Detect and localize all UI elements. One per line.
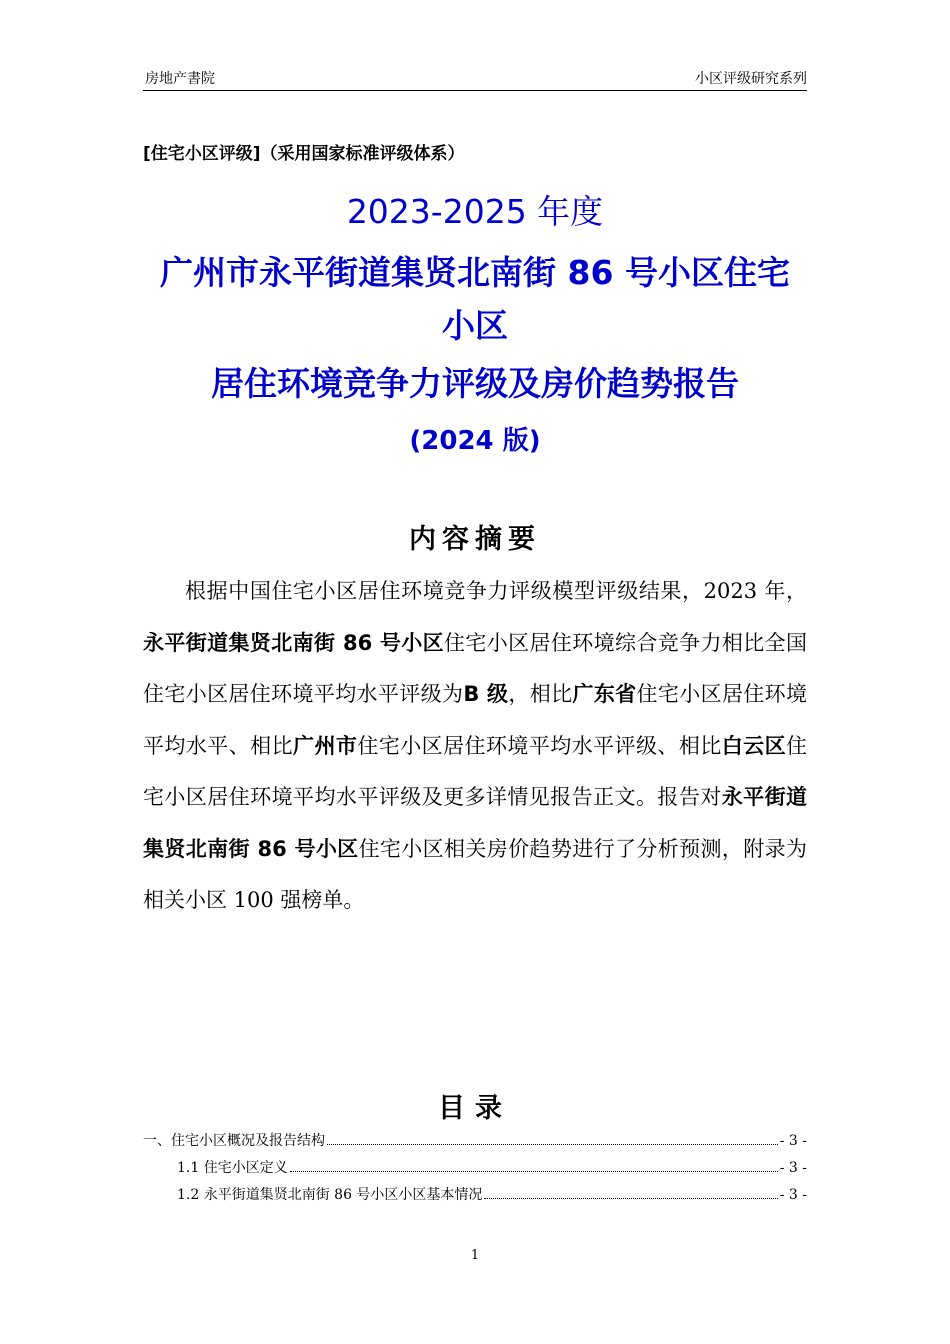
abstract-heading: 内容摘要	[409, 524, 541, 555]
toc-heading: 目录	[438, 1093, 512, 1124]
toc-leader-dots	[290, 1171, 778, 1172]
toc-entry-label: 1.2 永平街道集贤北南街 86 号小区小区基本情况	[177, 1187, 483, 1203]
title-community: 广州市永平街道集贤北南街 86 号小区住宅	[160, 253, 790, 292]
title-community-cont: 小区	[442, 306, 508, 345]
page-header	[143, 64, 807, 91]
abstract-body: 根据中国住宅小区居住环境竞争力评级模型评级结果，2023 年，永平街道集贤北南街 86 号小区住宅小区居住环境综合竞争力相比全国住宅小区居住环境平均水平评级为B 级，相比广东省住宅小区居住环境平均水平、相比广州市住宅小区居住环境平均水平评级、相比白云区住宅小区居住环境平均水平评级及更多详情见报告正文。报告对永平街道集贤北南街 86 号小区住宅小区相关房价趋势进行了分析预测，附录为相关小区 100 强榜单。	[143, 579, 808, 912]
title-edition: (2024 版)	[409, 426, 541, 456]
toc-entry-label: 一、住宅小区概况及报告结构	[143, 1133, 325, 1149]
header-series: 小区评级研究系列	[695, 71, 807, 87]
toc-entry[interactable]	[143, 1184, 807, 1211]
toc-entry-page: - 3 -	[779, 1160, 807, 1176]
title-years: 2023-2025 年度	[346, 192, 604, 231]
toc-leader-dots	[484, 1198, 777, 1199]
header-publisher: 房地产書院	[145, 71, 215, 87]
toc-leader-dots	[327, 1144, 778, 1145]
toc-entry-page: - 3 -	[779, 1133, 807, 1149]
toc-entry[interactable]	[143, 1130, 807, 1157]
table-of-contents	[143, 1130, 807, 1211]
page-number: 1	[470, 1248, 480, 1263]
toc-entry-label: 1.1 住宅小区定义	[177, 1160, 288, 1176]
toc-entry-page: - 3 -	[779, 1187, 807, 1203]
toc-entry[interactable]	[143, 1157, 807, 1184]
report-category-tag: [住宅小区评级]（采用国家标准评级体系）	[143, 144, 465, 164]
title-report-name: 居住环境竞争力评级及房价趋势报告	[211, 364, 739, 403]
